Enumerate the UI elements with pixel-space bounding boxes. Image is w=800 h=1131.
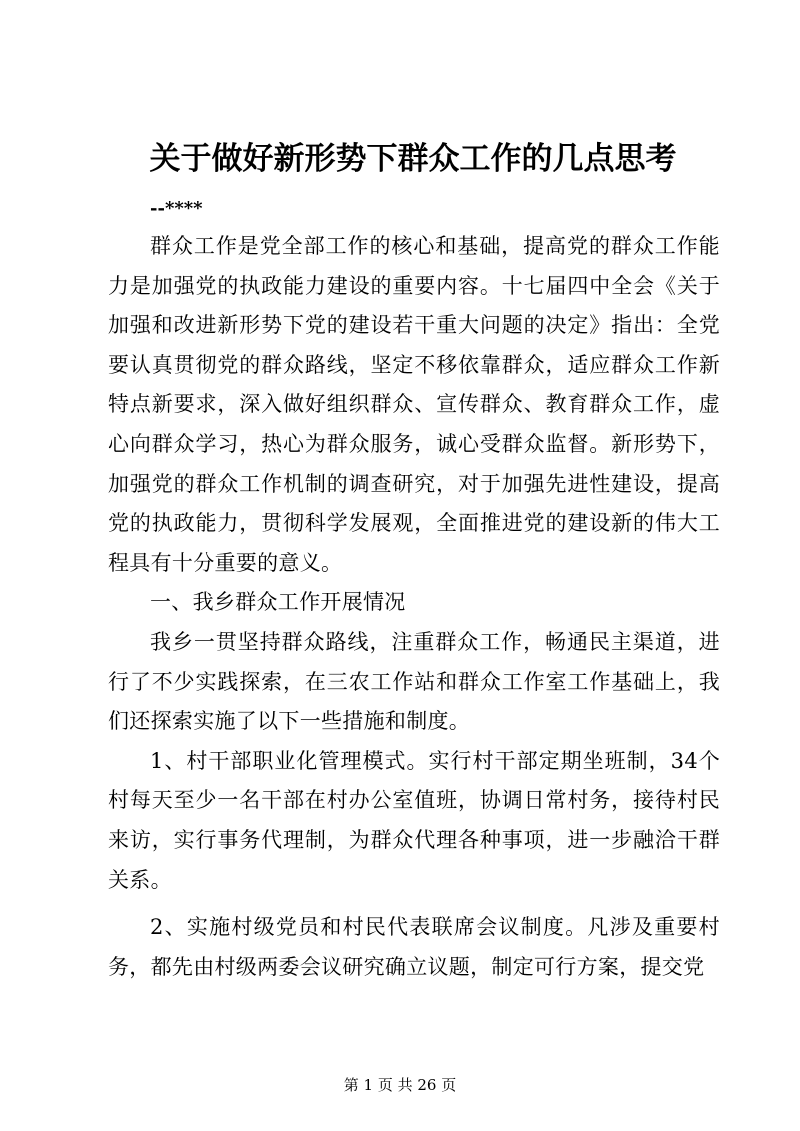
paragraph-item-1: 1、村干部职业化管理模式。实行村干部定期坐班制，34个村每天至少一名干部在村办公室值班，协调日常村务，接待村民来访，实行事务代理制，为群众代理各种事项，进一步融洽干群关系。 [108, 748, 720, 892]
page-footer: 第 1 页 共 26 页 [343, 1076, 457, 1094]
paragraph-item-2: 2、实施村级党员和村民代表联席会议制度。凡涉及重要村务，都先由村级两委会议研究确立议题，制定可行方案，提交党 [108, 915, 720, 979]
paragraph-practice: 我乡一贯坚持群众路线，注重群众工作，畅通民主渠道，进行了不少实践探索，在三农工作站和群众工作室工作基础上，我们还探索实施了以下一些措施和制度。 [108, 629, 720, 734]
document-title: 关于做好新形势下群众工作的几点思考 [149, 141, 677, 177]
document-author: --**** [150, 198, 203, 219]
paragraph-intro: 群众工作是党全部工作的核心和基础，提高党的群众工作能力是加强党的执政能力建设的重要内容。十七届四中全会《关于加强和改进新形势下党的建设若干重大问题的决定》指出：全党要认真贯彻党的群众路线，坚定不移依靠群众，适应群众工作新特点新要求，深入做好组织群众、宣传群众、教育群众工作，虚心向群众学习，热心为群众服务，诚心受群众监督。新形势下，加强党的群众工作机制的调查研究，对于加强先进性建设，提高党的执政能力，贯彻科学发展观，全面推进党的建设新的伟大工程具有十分重要的意义。 [108, 234, 720, 575]
document-body [108, 227, 720, 987]
section-heading: 一、我乡群众工作开展情况 [150, 590, 406, 615]
